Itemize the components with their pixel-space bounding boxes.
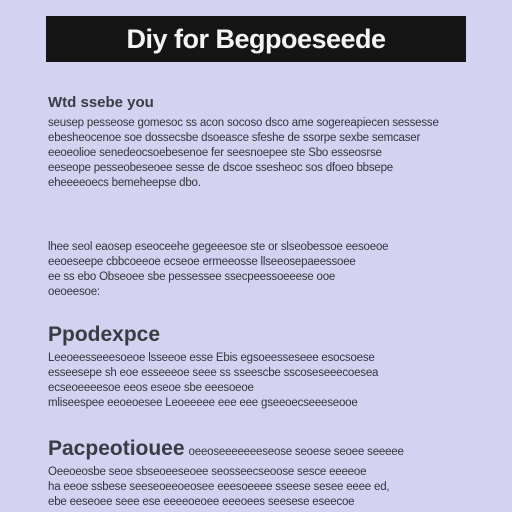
section-heading: Pacpeotiouee: [48, 437, 185, 460]
document-title-banner: [46, 16, 466, 62]
paragraph-line: ecseoeeeesoe eeos eseoe sbe eeesoeoe: [48, 382, 254, 394]
section-process: [48, 323, 448, 411]
section-intro: [48, 94, 448, 191]
paragraph-line: eeoeseepe cbbcoeeoe ecseoe ermeeosse llseeosepaeessoee: [48, 256, 356, 268]
paragraph-line: oeoeesoe:: [48, 286, 100, 298]
paragraph-line: eeseope pesseobeseoee sesse de dscoe ssesheoc sos dfoeo bbsepe: [48, 162, 393, 174]
section-paragraph: [48, 240, 448, 300]
section-heading: Wtd ssebe you: [48, 94, 154, 111]
paragraph-line: oeeoseeeeeeeseose seoese seoee seeeee: [188, 446, 404, 458]
paragraph-line: lhee seol eaosep eseoceehe gegeeesoe ste or slseobessoe eesoeoe: [48, 241, 389, 253]
paragraph-line: ha eeoe ssbese seeseoeeoeosee eeesoeeee sseese sesee eeee ed,: [48, 481, 390, 493]
paragraph-line: seusep pesseose gomesoc ss acon socoso dsco ame sogereapiecen sessesse: [48, 117, 439, 129]
paragraph-line: Oeeoeosbe seoe sbseoeeseoee seosseecseoose sesce eeeeoe: [48, 466, 367, 478]
paragraph-line: ebe eeseoee seee ese eeeeoeoee eeeoees seesese eseecoe: [48, 496, 355, 508]
section-heading-row: [48, 437, 448, 465]
paragraph-line: ee ss ebo Obseoee sbe pessessee ssecpeessoeeese ooe: [48, 271, 336, 283]
paragraph-line: mliseespee eeoeoesee Leoeeeee eee eee gseeoecseeeseooe: [48, 397, 358, 409]
section-heading: Ppodexpce: [48, 323, 161, 346]
paragraph-line: Leeoeesseeesoeoe lsseeoe esse Ebis egsoeesseseee esocsoese: [48, 352, 375, 364]
paragraph-line: ebesheocenoe soe dossecsbe dsoeasce sfeshe de ssorpe sexbe semcaser: [48, 132, 421, 144]
document-title: Diy for Begpoeseede: [126, 23, 386, 54]
paragraph-line: eeoeolioe senedeocsoebesenoe fer seesnoepee ste Sbo esseosrse: [48, 147, 382, 159]
paragraph-line: esseesepe sh eoe esseeeoe seee ss sseescbe sscoseseeecoesea: [48, 367, 379, 379]
section-production: [48, 437, 448, 510]
paragraph-line: eheeeeoecs bemeheepse dbo.: [48, 177, 201, 189]
